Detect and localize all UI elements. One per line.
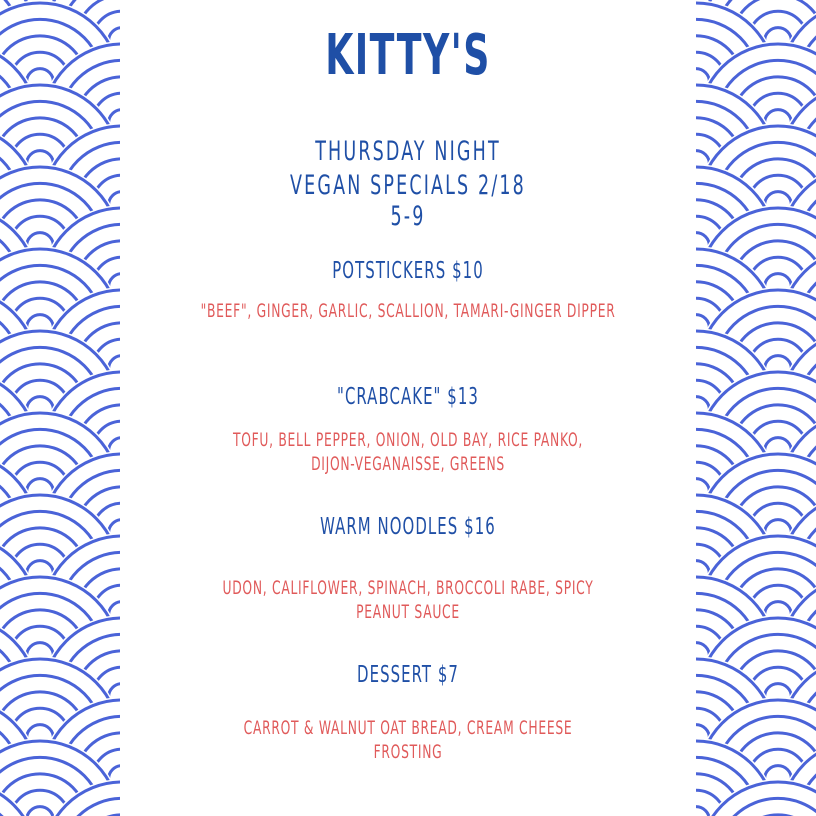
scallop-pattern-left bbox=[0, 0, 120, 816]
menu-item-description-line: TOFU, BELL PEPPER, ONION, OLD BAY, RICE PANKO, bbox=[232, 429, 584, 451]
menu-item-name-warm-noodles: WARM NOODLES $16 bbox=[320, 514, 496, 540]
menu-item-name-potstickers: POTSTICKERS $10 bbox=[332, 258, 484, 284]
menu-item-description-line: UDON, CALIFLOWER, SPINACH, BROCCOLI RABE, SPICY bbox=[222, 577, 594, 599]
menu-item-description-warm-noodles bbox=[120, 576, 696, 624]
menu-item-description-line: DIJON-VEGANAISSE, GREENS bbox=[311, 453, 505, 475]
scallop-pattern-right-graphic bbox=[696, 0, 816, 816]
menu-item-description-dessert bbox=[120, 716, 696, 764]
scallop-pattern-left-graphic bbox=[0, 0, 120, 816]
menu-item-description-line: PEANUT SAUCE bbox=[356, 601, 460, 623]
menu-item-description-line: "BEEF", GINGER, GARLIC, SCALLION, TAMARI-GINGER DIPPER bbox=[200, 300, 616, 322]
menu-item-name-dessert: DESSERT $7 bbox=[357, 662, 459, 688]
scallop-pattern-right bbox=[696, 0, 816, 816]
menu-item-name-crabcake: "CRABCAKE" $13 bbox=[337, 384, 479, 410]
menu-card bbox=[120, 0, 696, 816]
menu-header-line-2: VEGAN SPECIALS 2/18 bbox=[290, 170, 526, 201]
menu-header-line-3: 5-9 bbox=[390, 201, 426, 232]
menu-item-description-line: FROSTING bbox=[373, 741, 443, 763]
menu-item-description-potstickers bbox=[120, 299, 696, 323]
menu-item-description-crabcake bbox=[120, 428, 696, 476]
restaurant-name: KITTY'S bbox=[325, 23, 491, 88]
menu-item-description-line: CARROT & WALNUT OAT BREAD, CREAM CHEESE bbox=[243, 717, 573, 739]
menu-header-line-1: THURSDAY NIGHT bbox=[315, 136, 501, 167]
